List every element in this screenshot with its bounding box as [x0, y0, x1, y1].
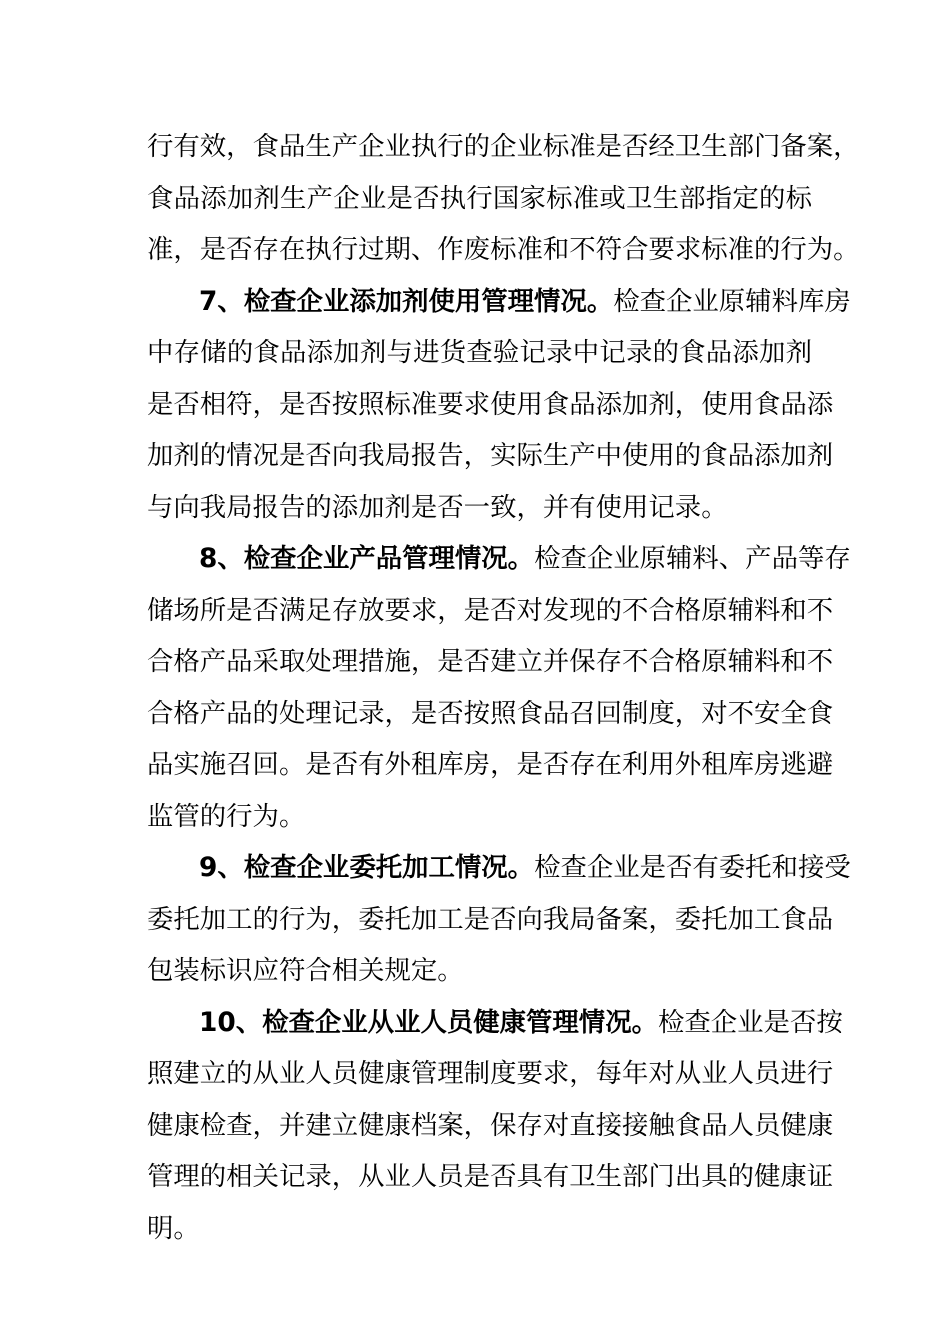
paragraph-line: 监管的行为。	[147, 800, 306, 832]
paragraph-line: 准，是否存在执行过期、作废标准和不符合要求标准的行为。	[147, 234, 860, 265]
paragraph-line: 行有效，食品生产企业执行的企业标准是否经卫生部门备案，	[147, 131, 860, 162]
section-8-first-line	[147, 533, 851, 585]
section-10-heading: 10、检查企业从业人员健康管理情况。	[199, 1006, 658, 1038]
paragraph-line: 合格产品采取处理措施，是否建立并保存不合格原辅料和不	[147, 646, 834, 677]
section-8-text: 检查企业原辅料、产品等存	[534, 543, 851, 574]
paragraph-line: 健康检查，并建立健康档案，保存对直接接触食品人员健康	[147, 1109, 834, 1141]
paragraph-line: 加剂的情况是否向我局报告，实际生产中使用的食品添加剂	[147, 440, 834, 471]
paragraph-line: 照建立的从业人员健康管理制度要求，每年对从业人员进行	[147, 1058, 834, 1089]
paragraph-line: 明。	[147, 1212, 200, 1244]
section-8-heading: 8、检查企业产品管理情况。	[199, 543, 535, 574]
paragraph-line: 中存储的食品添加剂与进货查验记录中记录的食品添加剂	[147, 337, 812, 368]
paragraph-line: 管理的相关记录，从业人员是否具有卫生部门出具的健康证	[147, 1161, 834, 1192]
section-7-first-line	[147, 276, 851, 328]
paragraph-line: 委托加工的行为，委托加工是否向我局备案，委托加工食品	[147, 903, 834, 935]
paragraph-line: 与向我局报告的添加剂是否一致，并有使用记录。	[147, 491, 728, 523]
paragraph-line: 合格产品的处理记录，是否按照食品召回制度，对不安全食	[147, 697, 834, 729]
paragraph-line: 储场所是否满足存放要求，是否对发现的不合格原辅料和不	[147, 594, 834, 626]
section-10-first-line	[147, 997, 843, 1049]
paragraph-line: 品实施召回。是否有外租库房，是否存在利用外租库房逃避	[147, 749, 834, 780]
paragraph-line: 是否相符，是否按照标准要求使用食品添加剂，使用食品添	[147, 388, 834, 420]
section-9-heading: 9、检查企业委托加工情况。	[199, 852, 535, 883]
paragraph-line: 包装标识应符合相关规定。	[147, 955, 464, 986]
section-7-text: 检查企业原辅料库房	[613, 285, 851, 317]
section-7-heading: 7、检查企业添加剂使用管理情况。	[199, 285, 614, 317]
section-9-text: 检查企业是否有委托和接受	[534, 852, 851, 883]
section-9-first-line	[147, 842, 851, 894]
body-text	[147, 121, 860, 1254]
paragraph-line: 食品添加剂生产企业是否执行国家标准或卫生部指定的标	[147, 182, 812, 214]
section-10-text: 检查企业是否按	[657, 1006, 843, 1038]
